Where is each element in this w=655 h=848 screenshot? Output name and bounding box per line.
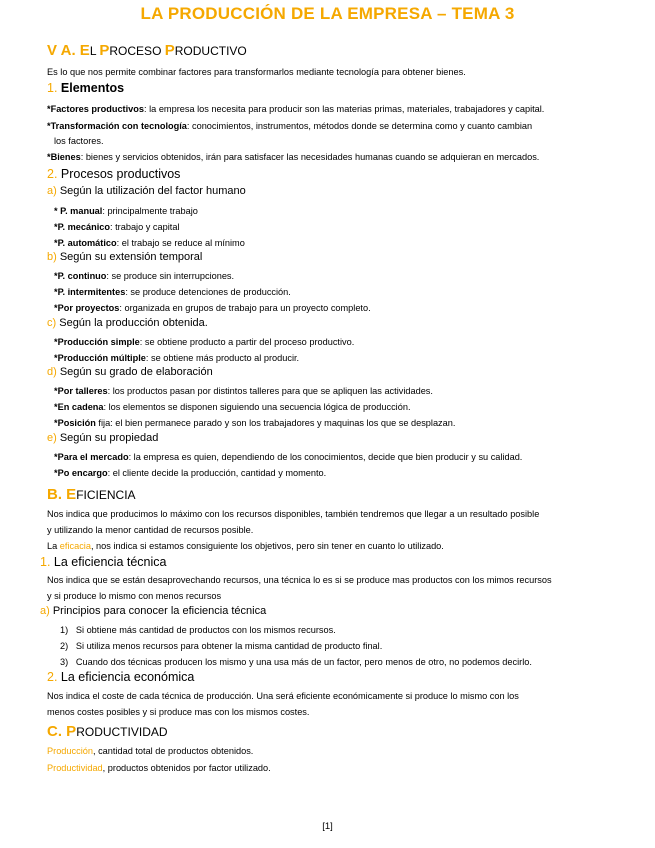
list-item: *Bienes: bienes y servicios obtenidos, irán para satisfacer las necesidades humanas cuando se adquieran en mercados. xyxy=(47,152,540,162)
list-item: *Por proyectos: organizada en grupos de trabajo para un proyecto completo. xyxy=(54,303,371,313)
definition-produccion: Producción, cantidad total de productos obtenidos. xyxy=(47,746,254,756)
list-item: *P. automático: el trabajo se reduce al mínimo xyxy=(54,238,245,248)
paragraph: y si produce lo mismo con menos recursos xyxy=(47,591,222,601)
page-number: [1] xyxy=(322,821,333,832)
section-c-heading: C. PRODUCTIVIDAD xyxy=(47,723,168,740)
list-item: *En cadena: los elementos se disponen siguiendo una secuencia lógica de producción. xyxy=(54,402,411,412)
paragraph-eficacia: La eficacia, nos indica si estamos consiguiente los objetivos, pero sin tener en cuanto lo utilizado. xyxy=(47,541,444,551)
paragraph: menos costes posibles y si produce mas con los mismos costes. xyxy=(47,707,310,717)
definition-productividad: Productividad, productos obtenidos por factor utilizado. xyxy=(47,763,271,773)
heading-a: a) Según la utilización del factor humano xyxy=(47,185,246,197)
list-item: *Por talleres: los productos pasan por distintos talleres para que se apliquen las actividades. xyxy=(54,386,433,396)
heading-c: c) Según la producción obtenida. xyxy=(47,317,208,329)
section-a-heading: V A. EL PROCESO PRODUCTIVO xyxy=(47,42,247,59)
paragraph: y utilizando la menor cantidad de recursos posible. xyxy=(47,525,254,535)
subsection-eficiencia-economica: 2. La eficiencia económica xyxy=(47,670,195,684)
list-item: *Producción simple: se obtiene producto a partir del proceso productivo. xyxy=(54,337,355,347)
list-item: *Posición fija: el bien permanece parado y son los trabajadores y maquinas los que se desplazan. xyxy=(54,418,456,428)
list-item: *Producción múltiple: se obtiene más producto al producir. xyxy=(54,353,300,363)
heading-d: d) Según su grado de elaboración xyxy=(47,366,213,378)
heading-b: b) Según su extensión temporal xyxy=(47,251,203,263)
list-item: *Transformación con tecnología: conocimientos, instrumentos, métodos donde se determina como y cuanto cambian xyxy=(47,121,533,131)
list-item: *P. intermitentes: se produce detenciones de producción. xyxy=(54,287,291,297)
list-item: * P. manual: principalmente trabajo xyxy=(54,206,198,216)
heading-e: e) Según su propiedad xyxy=(47,432,159,444)
numbered-item: 1) Si obtiene más cantidad de productos con los mismos recursos. xyxy=(60,625,336,635)
paragraph: Nos indica el coste de cada técnica de producción. Una será eficiente económicamente si produce lo mismo con los xyxy=(47,691,519,701)
list-item-continuation: los factores. xyxy=(54,136,104,146)
subsection-procesos: 2. Procesos productivos xyxy=(47,167,181,181)
list-item: *P. continuo: se produce sin interrupciones. xyxy=(54,271,235,281)
paragraph: Nos indica que se están desaprovechando recursos, una técnica lo es si se produce mas productos con los mimos recursos xyxy=(47,575,552,585)
section-a-intro: Es lo que nos permite combinar factores para transformarlos mediante tecnología para obtener bienes. xyxy=(47,67,466,77)
heading-principios: a) Principios para conocer la eficiencia técnica xyxy=(40,605,267,617)
list-item: *Para el mercado: la empresa es quien, dependiendo de los conocimientos, decide que bien producir y su calidad. xyxy=(54,452,523,462)
numbered-item: 2) Si utiliza menos recursos para obtener la misma cantidad de producto final. xyxy=(60,641,383,651)
subsection-elementos: 1. Elementos xyxy=(47,81,125,95)
list-item: *Po encargo: el cliente decide la producción, cantidad y momento. xyxy=(54,468,327,478)
paragraph: Nos indica que producimos lo máximo con los recursos disponibles, también tendremos que llegar a un resultado posible xyxy=(47,509,540,519)
document-title: LA PRODUCCIÓN DE LA EMPRESA – TEMA 3 xyxy=(140,4,515,23)
section-b-heading: B. EFICIENCIA xyxy=(47,486,136,503)
subsection-eficiencia-tecnica: 1. La eficiencia técnica xyxy=(40,555,167,569)
list-item: *Factores productivos: la empresa los necesita para producir son las materias primas, materiales, trabajadores y capital. xyxy=(47,104,545,114)
numbered-item: 3) Cuando dos técnicas producen los mismo y una usa más de un factor, pero menos de otro, no podemos decirlo. xyxy=(60,657,532,667)
list-item: *P. mecánico: trabajo y capital xyxy=(54,222,180,232)
